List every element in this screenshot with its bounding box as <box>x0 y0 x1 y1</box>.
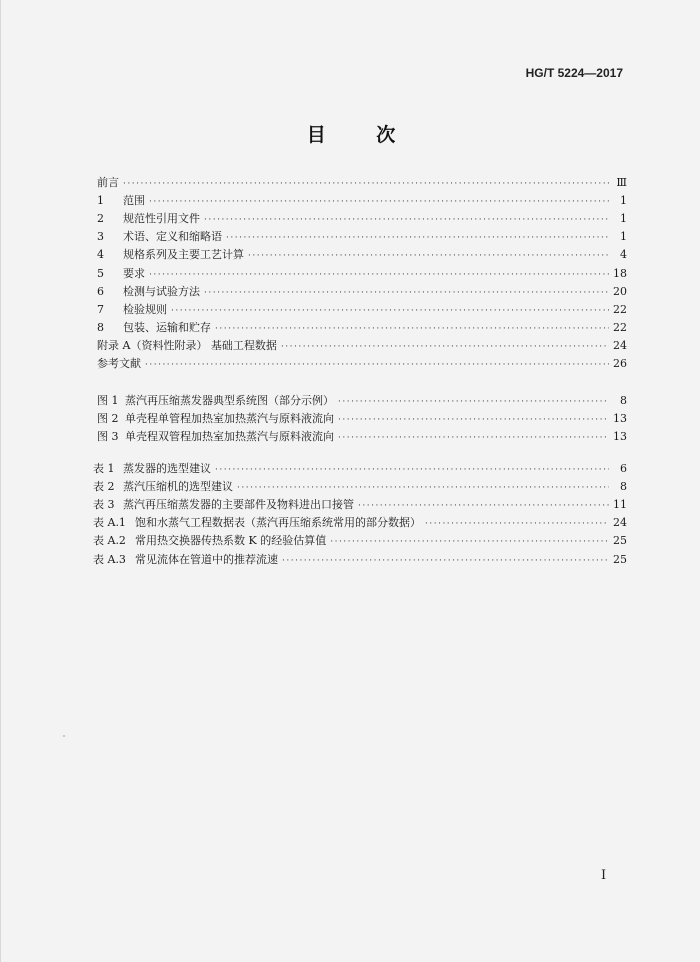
toc-entry-page: 13 <box>613 430 627 444</box>
toc-table-entry[interactable] <box>93 530 627 548</box>
toc-table-entry[interactable] <box>93 476 627 494</box>
toc-entry[interactable] <box>97 226 627 244</box>
toc-entry-label: 蒸发器的选型建议 <box>123 462 211 476</box>
toc-entry-number: 图 2 <box>97 412 119 426</box>
dot-leader <box>281 341 609 353</box>
toc-entry-page: 13 <box>613 412 627 426</box>
toc-entry-number: 图 1 <box>97 394 119 408</box>
toc-entry-page: 1 <box>620 230 627 244</box>
dot-leader <box>282 555 609 567</box>
toc-figure-entry[interactable] <box>97 408 627 426</box>
toc-entry-page: 8 <box>620 480 627 494</box>
toc-entry-number: 表 A.3 <box>93 552 126 566</box>
toc-entry-label: 规格系列及主要工艺计算 <box>123 248 244 262</box>
toc-entry[interactable] <box>97 262 627 280</box>
dot-leader <box>358 500 609 512</box>
toc-sections <box>97 172 627 371</box>
dot-leader <box>149 269 609 281</box>
toc-entry-page: 24 <box>613 516 627 530</box>
toc-entry-page: 1 <box>620 194 627 208</box>
toc-entry-page: Ⅲ <box>616 176 627 190</box>
toc-entry-number: 表 A.1 <box>93 516 126 530</box>
toc-entry-number: 5 <box>97 266 104 280</box>
toc-entry-page: 20 <box>613 284 627 298</box>
dot-leader <box>425 518 609 530</box>
dot-leader <box>237 482 609 494</box>
toc-entry-label: 参考文献 <box>97 357 141 371</box>
toc-entry[interactable] <box>97 353 627 371</box>
toc-entry-page: 4 <box>620 248 627 262</box>
toc-entry-label: 规范性引用文件 <box>123 212 200 226</box>
toc-entry-label: 要求 <box>123 266 145 280</box>
toc-entry-number: 表 2 <box>93 480 115 494</box>
toc-entry[interactable] <box>97 172 627 190</box>
toc-entry-number: 表 A.2 <box>93 534 126 548</box>
toc-entry-label: 前言 <box>97 176 119 190</box>
toc-entry-label: 常用热交换器传热系数 K 的经验估算值 <box>135 534 327 548</box>
dot-leader <box>226 232 609 244</box>
toc-table-entry[interactable] <box>93 548 627 566</box>
toc-entry-number: 6 <box>97 284 104 298</box>
toc-entry-page: 11 <box>613 498 627 512</box>
toc-entry[interactable] <box>97 208 627 226</box>
toc-entry-label: 饱和水蒸气工程数据表（蒸汽再压缩系统常用的部分数据） <box>135 516 421 530</box>
toc-entry[interactable] <box>97 299 627 317</box>
toc-entry[interactable] <box>97 190 627 208</box>
standard-code: HG/T 5224—2017 <box>525 66 623 80</box>
toc-entry[interactable] <box>97 317 627 335</box>
dot-leader <box>248 250 609 262</box>
toc-entry-number: 图 3 <box>97 430 119 444</box>
toc-entry-label: 蒸汽压缩机的选型建议 <box>123 480 233 494</box>
toc-entry[interactable] <box>97 335 627 353</box>
toc-entry-label: 术语、定义和缩略语 <box>123 230 222 244</box>
toc-entry-label: 检验规则 <box>123 302 167 316</box>
dot-leader <box>145 359 609 371</box>
toc-entry-label: 单壳程双管程加热室加热蒸汽与原料液流向 <box>125 430 334 444</box>
toc-table-entry[interactable] <box>93 458 627 476</box>
dot-leader <box>338 396 609 408</box>
toc-entry-number: 8 <box>97 320 104 334</box>
toc-entry-page: 25 <box>613 534 627 548</box>
toc-entry-page: 22 <box>613 320 627 334</box>
toc-figures <box>97 390 627 444</box>
toc-entry-page: 26 <box>613 357 627 371</box>
toc-entry-page: 24 <box>613 338 627 352</box>
dot-leader <box>338 432 609 444</box>
toc-entry-label: 蒸汽再压缩蒸发器的主要部件及物料进出口接管 <box>123 498 354 512</box>
toc-entry-number: 表 1 <box>93 462 115 476</box>
toc-entry-page: 8 <box>620 394 627 408</box>
toc-figure-entry[interactable] <box>97 426 627 444</box>
scan-speck <box>63 735 65 737</box>
dot-leader <box>330 536 609 548</box>
toc-table-entry[interactable] <box>93 512 627 530</box>
toc-entry-number: 表 3 <box>93 498 115 512</box>
toc-entry[interactable] <box>97 244 627 262</box>
toc-entry-number: 2 <box>97 212 104 226</box>
toc-figure-entry[interactable] <box>97 390 627 408</box>
toc-entry-number: 7 <box>97 302 104 316</box>
dot-leader <box>171 305 609 317</box>
dot-leader <box>215 323 609 335</box>
toc-table-entry[interactable] <box>93 494 627 512</box>
toc-entry-number: 1 <box>97 194 104 208</box>
toc-entry-page: 22 <box>613 302 627 316</box>
toc-entry-label: 范围 <box>123 194 145 208</box>
toc-entry-number: 3 <box>97 230 104 244</box>
toc-entry-label: 附录 A（资料性附录） 基础工程数据 <box>97 338 277 352</box>
toc-entry[interactable] <box>97 281 627 299</box>
dot-leader <box>123 178 609 190</box>
toc-entry-label: 蒸汽再压缩蒸发器典型系统图（部分示例） <box>125 394 334 408</box>
toc-tables <box>93 458 627 567</box>
dot-leader <box>204 214 609 226</box>
page-number: I <box>601 868 607 883</box>
toc-entry-page: 1 <box>620 212 627 226</box>
toc-entry-label: 检测与试验方法 <box>123 284 200 298</box>
dot-leader <box>215 464 609 476</box>
toc-entry-label: 包装、运输和贮存 <box>123 320 211 334</box>
toc-entry-page: 25 <box>613 552 627 566</box>
dot-leader <box>338 414 609 426</box>
toc-entry-page: 18 <box>613 266 627 280</box>
toc-entry-label: 常见流体在管道中的推荐流速 <box>135 552 278 566</box>
toc-entry-label: 单壳程单管程加热室加热蒸汽与原料液流向 <box>125 412 334 426</box>
dot-leader <box>204 287 609 299</box>
page-title: 目 次 <box>306 124 418 146</box>
toc-entry-number: 4 <box>97 248 104 262</box>
toc-entry-page: 6 <box>620 462 627 476</box>
dot-leader <box>149 196 609 208</box>
